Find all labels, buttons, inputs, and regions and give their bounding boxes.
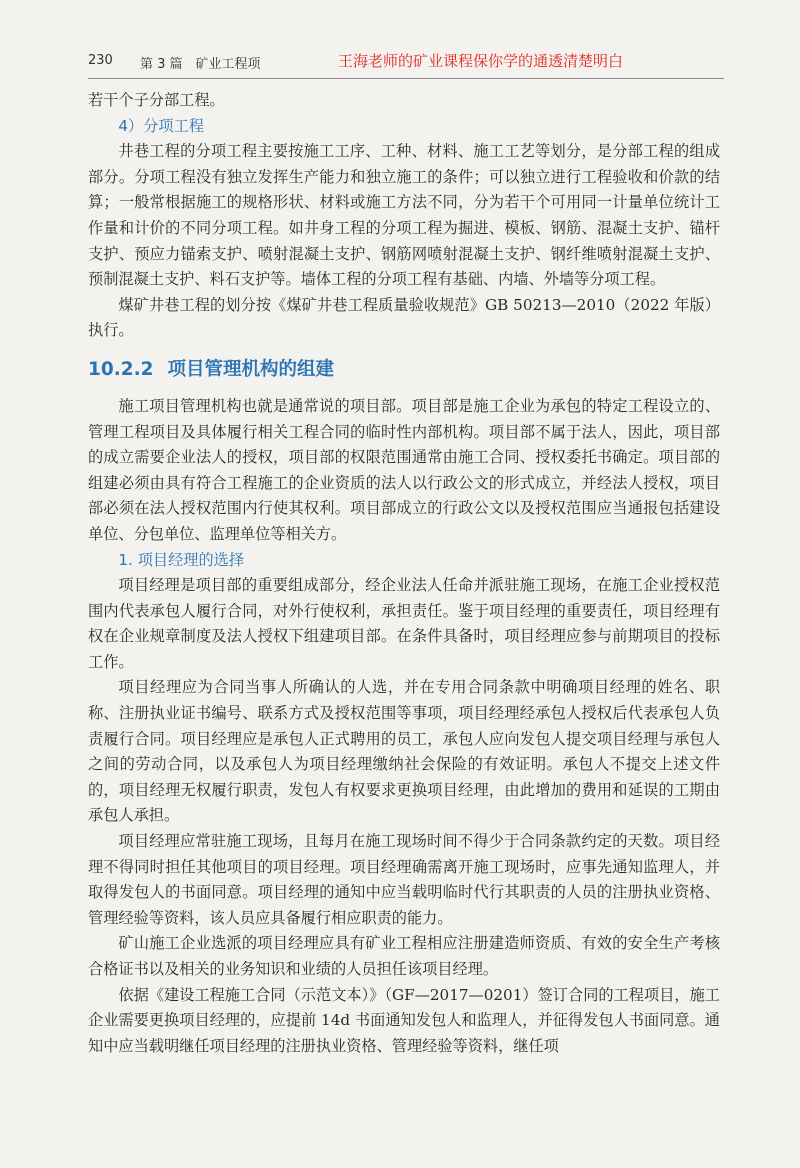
subheading-1: 1. 项目经理的选择 [118, 550, 245, 569]
paragraph: 项目经理应为合同当事人所确认的人选，并在专用合同条款中明确项目经理的姓名、职称、注册执业证书编号、联系方式及授权范围等事项，项目经理经承包人授权后代表承包人负责履行合同。项目经理应是承包人正式聘用的员工，承包人应向发包人提交项目经理与承包人之间的劳动合同，以及承包人为项目经理缴纳社会保险的有效证明。承包人不提交上述文件的，项目经理无权履行职责，发包人有权要求更换项目经理，由此增加的费用和延误的工期由承包人承担。 [88, 678, 720, 825]
paragraph: 依据《建设工程施工合同（示范文本）》（GF—2017—0201）签订合同的工程项目，施工企业需要更换项目经理的，应提前 14d 书面通知发包人和监理人，并征得发包人书面同意。通知中应当载明继任项目经理的注册执业资格、管理经验等资料，继任项 [88, 985, 720, 1055]
page-number: 230 [88, 53, 113, 68]
watermark-text: 王海老师的矿业课程保你学的通透清楚明白 [338, 52, 624, 70]
paragraph: 井巷工程的分项工程主要按施工工序、工种、材料、施工工艺等划分，是分部工程的组成部分。分项工程没有独立发挥生产能力和独立施工的条件；可以独立进行工程验收和价款的结算；一般常根据施工的规格形状、材料或施工方法不同，分为若干个可用同一计量单位统计工作量和计价的不同分项工程。如井身工程的分项工程为掘进、模板、钢筋、混凝土支护、锚杆支护、预应力锚索支护、喷射混凝土支护、钢筋网喷射混凝土支护、钢纤维喷射混凝土支护、预制混凝土支护、料石支护等。墙体工程的分项工程有基础、内墙、外墙等分项工程。 [88, 142, 720, 289]
paragraph: 项目经理应常驻施工现场，且每月在施工现场时间不得少于合同条款约定的天数。项目经理不得同时担任其他项目的项目经理。项目经理确需离开施工现场时，应事先通知监理人，并取得发包人的书面同意。项目经理的通知中应当载明临时代行其职责的人员的注册执业资格、管理经验等资料，该人员应具备履行相应职责的能力。 [88, 832, 720, 927]
paragraph: 施工项目管理机构也就是通常说的项目部。项目部是施工企业为承包的特定工程设立的、管理工程项目及具体履行相关工程合同的临时性内部机构。项目部不属于法人，因此，项目部的成立需要企业法人的授权，项目部的权限范围通常由施工合同、授权委托书确定。项目部的组建必须由具有符合工程施工的企业资质的法人以行政公文的形式成立，并经法人授权，项目部必须在法人授权范围内行使其权利。项目部成立的行政公文以及授权范围应当通报包括建设单位、分包单位、监理单位等相关方。 [88, 396, 720, 543]
running-header [88, 50, 738, 76]
paragraph: 项目经理是项目部的重要组成部分，经企业法人任命并派驻施工现场，在施工企业授权范围内代表承包人履行合同，对外行使权利，承担责任。鉴于项目经理的重要责任，项目经理有权在企业规章制度及法人授权下组建项目部。在条件具备时，项目经理应参与前期项目的投标工作。 [88, 576, 720, 671]
header-rule [88, 78, 724, 79]
paragraph: 矿山施工企业选派的项目经理应具有矿业工程相应注册建造师资质、有效的安全生产考核合格证书以及相关的业务知识和业绩的人员担任该项目经理。 [88, 934, 720, 978]
section-heading [88, 356, 720, 384]
subheading-item-4: 4）分项工程 [118, 116, 204, 135]
section-title: 项目管理机构的组建 [167, 358, 335, 380]
body-text [88, 88, 720, 1059]
paragraph: 若干个子分部工程。 [88, 91, 225, 109]
paragraph: 煤矿井巷工程的划分按《煤矿井巷工程质量验收规范》GB 50213—2010（2022 年版）执行。 [88, 295, 720, 340]
section-header: 第 3 篇 矿业工程项 [140, 57, 261, 72]
section-number: 10.2.2 [88, 358, 154, 380]
